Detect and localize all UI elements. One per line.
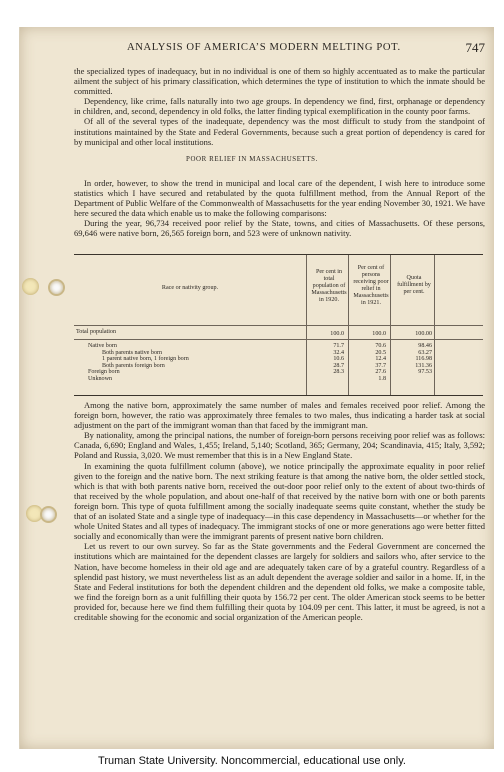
paragraph: In examining the quota fulfillment column (above), we notice principally the approximate equality in poor relief given to the foreign and the native born. The next striking feature is that among the native born, the older settled stock, which is that with both parents native born, received the out-door poor relief only to the extent of about two-thirds of that received by the whole population, and about one-half of that received by the native born with one or both parents foreign born. This type of quota fulfillment among the socially inadequate seems quite constant, whether the study be that of an isolated State and a single type of inadequacy—in this case dependency in Massachusetts—or whether for the whole United States and all types of inadequacy. The immigrant stocks of one or more generations ago were better fitted socially and economically than were the immigrant parents of present native born children. — [74, 460, 485, 542]
poor-relief-table — [74, 254, 483, 396]
row-label-unknown: Unknown — [88, 376, 113, 382]
cell-foreign-quota: 97.53 — [418, 369, 432, 376]
intro-text — [74, 66, 485, 147]
cell-total-quota: 100.00 — [415, 331, 432, 337]
cell-foreign-population: 28.3 — [333, 369, 344, 376]
paragraph: By nationality, among the principal nations, the number of foreign-born persons receiving poor relief was as follows: Canada, 6,690; England and Wales, 1,455; Ireland, 5,140; Scotland, 365; Germany, 204; Scandinavia, 415; Italy, 3,592; Poland and Russia, 3,020. We must remember that this is in a New England State. — [74, 430, 485, 461]
cell-total-relief: 100.0 — [372, 331, 386, 337]
cell-mixed-quota: 116.98 — [415, 356, 432, 363]
cell-native-relief: 70.6 — [375, 343, 386, 349]
cell-both-native-quota: 63.27 — [418, 349, 432, 356]
row-label-total: Total population — [76, 329, 117, 335]
row-label-both-native: Both parents native born — [102, 349, 163, 356]
section-text — [74, 178, 485, 239]
punch-hole-middle — [40, 506, 57, 523]
paragraph: Dependency, like crime, falls naturally into two age groups. In dependency we find, first, orphanage or dependency in children, and, second, dependency in old folks, the latter finding typical exemplification in the county poor farms. — [74, 96, 485, 117]
cell-mixed-relief: 12.4 — [375, 356, 386, 363]
section-heading: POOR RELIEF IN MASSACHUSETTS. — [186, 156, 318, 163]
paragraph: Let us revert to our own survey. So far as the State governments and the Federal Government are concerned the institutions which are maintained for the dependent classes are largely for soldiers and sailors who, after service to the Nation, have become homeless in their old age and are adequately taken care of by a grateful country. Regardless of a splendid past history, we must nevertheless list as an adult dependent the average soldier and sailor in a home. If, in the State and Federal institutions for both the dependent children and the dependent old folks, we make a composite table, we find the foreign born as a unit fulfilling their quota by 156.72 per cent. The older American stock seems to be better provided for, because here we find them fulfilling their quota by 104.09 per cent. This latter, it must be agreed, is not a creditable showing for the economic and social organization of the American people. — [74, 541, 485, 622]
cell-both-native-population: 32.4 — [333, 349, 344, 356]
paragraph: Among the native born, approximately the same number of males and females received poor relief. Among the foreign born, however, the ratio was approximately three females to two males, thus indicating a harder task at social adjustment on the part of the immigrant woman than that faced by the immigrant man. — [74, 400, 485, 431]
cell-mixed-population: 10.6 — [333, 356, 344, 363]
column-header-population: Per cent in total population of Massachusetts in 1920. — [311, 269, 347, 303]
cell-native-population: 71.7 — [333, 343, 344, 349]
paragraph: the specialized types of inadequacy, but in no individual is one of them so highly accentuated as to make the particular ailment the subject of his primary classification, which determines the type of institution to which the inmate should be committed. — [74, 66, 485, 97]
cell-foreign-relief: 27.6 — [375, 369, 386, 376]
archive-footer: Truman State University. Noncommercial, educational use only. — [98, 755, 406, 767]
page-number: 747 — [465, 40, 485, 55]
cell-both-native-relief: 20.5 — [375, 349, 386, 356]
cell-both-foreign-population: 28.7 — [333, 362, 344, 369]
punch-hole-tape-top — [22, 278, 39, 295]
row-label-mixed-parents: 1 parent native born, 1 foreign born — [102, 356, 189, 363]
punch-hole-top — [48, 279, 65, 296]
paragraph: During the year, 96,734 received poor relief by the State, towns, and cities of Massachusetts. Of these persons, 69,646 were native born, 26,565 foreign born, and 523 were of unknown nativity. — [74, 218, 485, 239]
closing-text — [74, 400, 485, 622]
row-label-both-foreign: Both parents foreign born — [102, 362, 165, 369]
cell-native-quota: 98.46 — [418, 343, 432, 349]
running-title: ANALYSIS OF AMERICA’S MODERN MELTING POT. — [127, 42, 401, 53]
column-header-group: Race or nativity group. — [161, 285, 219, 291]
row-label-foreign-born: Foreign born — [88, 369, 120, 376]
column-header-relief: Per cent of persons receiving poor relief in Massachusetts in 1921. — [353, 265, 389, 306]
cell-both-foreign-quota: 131.36 — [415, 362, 432, 369]
paragraph: Of all of the several types of the inadequate, dependency was the most difficult to study from the standpoint of institutions maintained by the State and Federal Governments, because such a great portion of dependency is cared for by municipal and other local institutions. — [74, 116, 485, 147]
cell-unknown-relief: 1.8 — [378, 376, 386, 382]
column-header-quota: Quota fulfillment by per cent. — [397, 275, 431, 295]
paragraph: In order, however, to show the trend in municipal and local care of the dependent, I wish here to introduce some statistics which I have secured and retabulated by the quota fulfillment method, from the Annual Report of the Department of Public Welfare of the Commonwealth of Massachusetts for the year ending November 30, 1921. We have here secured the data which enable us to make the following comparisons: — [74, 178, 485, 219]
row-label-native-born: Native born — [88, 343, 117, 349]
cell-total-population: 100.0 — [330, 331, 344, 337]
cell-both-foreign-relief: 37.7 — [375, 362, 386, 369]
